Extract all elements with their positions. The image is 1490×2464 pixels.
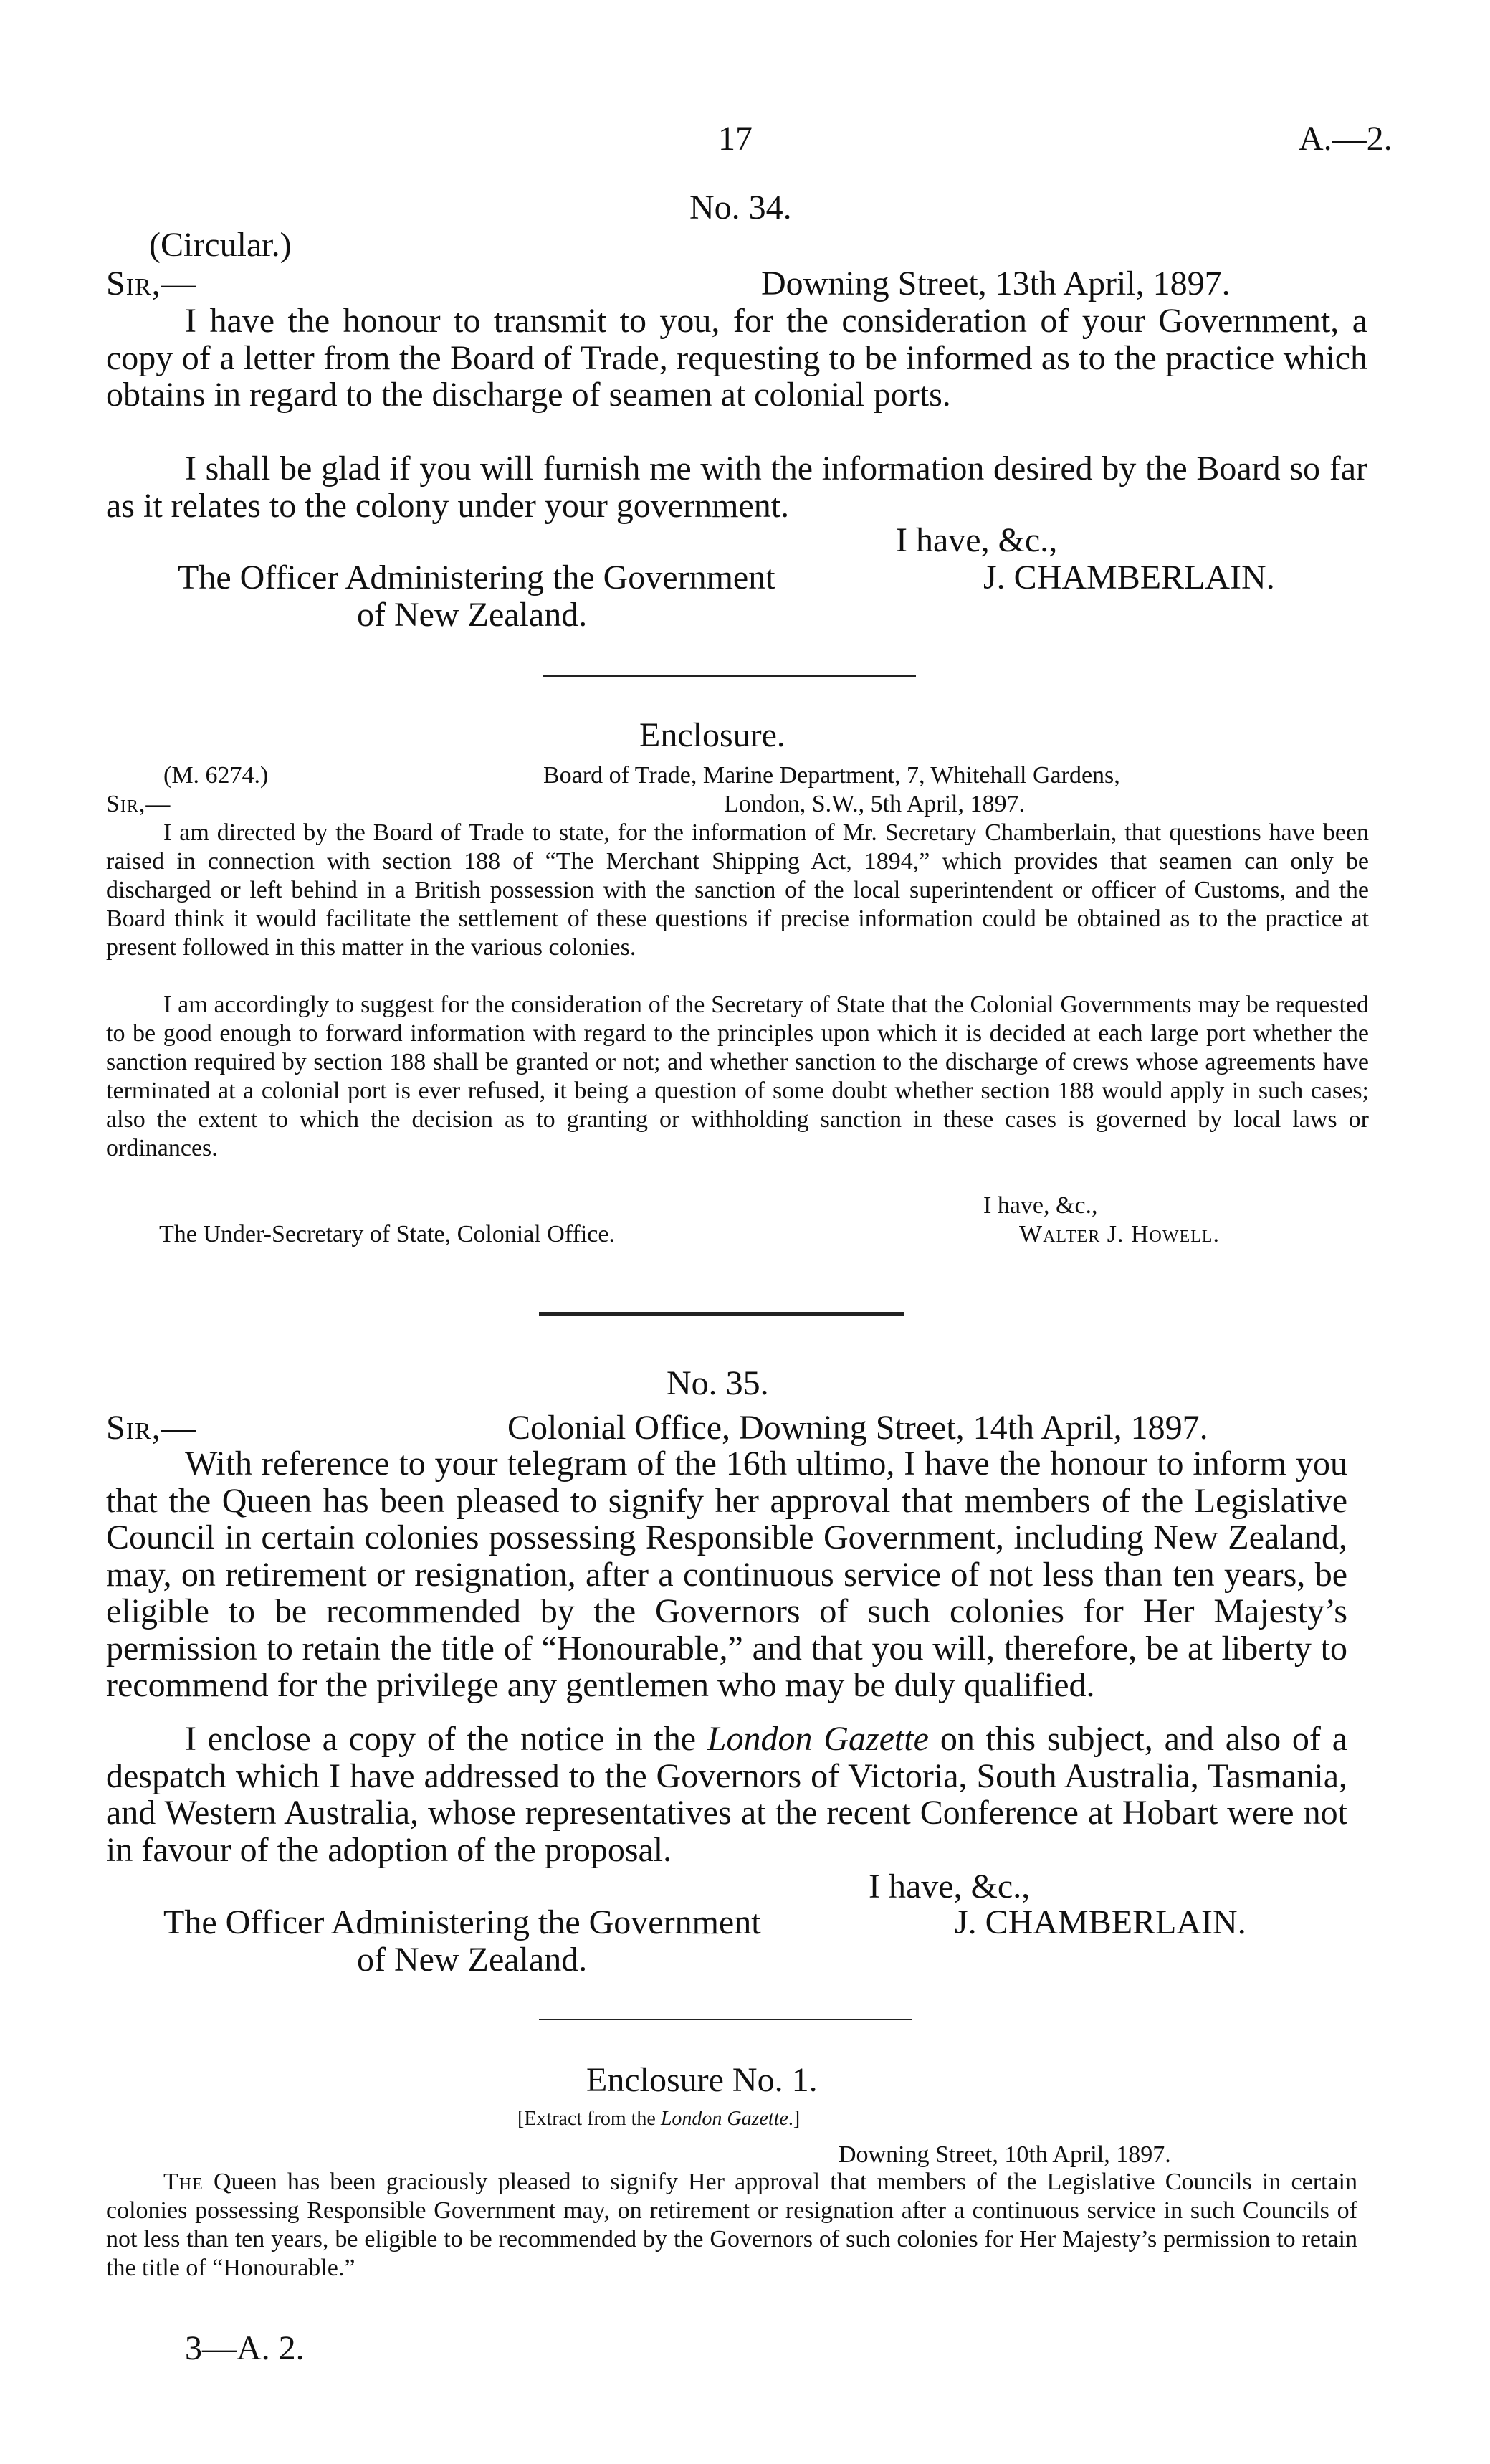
gazette-notice-lead: The	[163, 2169, 204, 2195]
paragraph-35-1: With reference to your telegram of the 16th ultimo, I have the honour to inform you that the Queen has been pleased to signify her approval that members of the Legislative Council in certain colonies possessing Responsible Government, including New Zealand, may, on retirement or resignation, after a continuous service of not less than ten years, be eligible to be recommended by the Governors of such colonies for Her Majesty’s permission to retain the title of “Honourable,” and that you will, therefore, be at liberty to recommend for the privilege any gentlemen who may be duly qualified.	[106, 1445, 1347, 1704]
dateline-34: Downing Street, 13th April, 1897.	[761, 265, 1231, 303]
enclosure-34-reference: (M. 6274.)	[163, 762, 269, 789]
enclosure-34-address-line2: London, S.W., 5th April, 1897.	[724, 791, 1025, 817]
divider-thick	[539, 1312, 904, 1316]
series-reference: A.—2.	[1299, 120, 1393, 158]
paragraph-34-2: I shall be glad if you will furnish me with the information desired by the Board so far as it relates to the colony under your government.	[106, 449, 1367, 525]
enclosure-34-paragraph-2: I am accordingly to suggest for the consideration of the Secretary of State that the Colonial Governments may be requested to be good enough to forward information with regard to the principles upon which it is decided at each large port whether the sanction required by section 188 shall be granted or not; and whether sanction to the discharge of crews whose agreements have terminated at a colonial port is ever refused, it being a question of some doubt whether section 188 would apply in such cases; also the extent to which the decision as to granting or withholding sanction in these cases is governed by local laws or ordinances.	[106, 991, 1369, 1161]
page-number: 17	[718, 120, 753, 158]
extract-note-gazette: London Gazette	[660, 2108, 788, 2130]
addressee-34-line2: of New Zealand.	[357, 596, 588, 634]
closing-35: I have, &c.,	[869, 1868, 1031, 1906]
divider-thin	[543, 675, 916, 677]
signature-mark: 3—A. 2.	[185, 2329, 305, 2367]
addressee-35-line1: The Officer Administering the Government	[163, 1903, 761, 1941]
enclosure-34-address-line1: Board of Trade, Marine Department, 7, Whitehall Gardens,	[543, 762, 1120, 789]
closing-34: I have, &c.,	[896, 521, 1058, 559]
divider-thin-2	[539, 2019, 912, 2020]
enclosure-35-dateline: Downing Street, 10th April, 1897.	[839, 2141, 1171, 2168]
enclosure-34-closing: I have, &c.,	[983, 1192, 1098, 1219]
signature-35: J. CHAMBERLAIN.	[955, 1903, 1246, 1941]
document-number-34: No. 34.	[689, 189, 792, 227]
paragraph-34-1: I have the honour to transmit to you, for the consideration of your Government, a copy of a letter from the Board of Trade, requesting to be informed as to the practice which obtains in regard to the discharge of seamen at colonial ports.	[106, 302, 1367, 414]
paragraph-35-2-text-a: I enclose a copy of the notice in the	[185, 1720, 707, 1758]
extract-note-text-a: [Extract from the	[517, 2108, 661, 2130]
enclosure-35-title: Enclosure No. 1.	[586, 2061, 818, 2099]
enclosure-34-paragraph-1: I am directed by the Board of Trade to state, for the information of Mr. Secretary Chamberlain, that questions have been raised in connection with section 188 of “The Merchant Shipping Act, 1894,” which provides that seamen can only be discharged or left behind in a British possession with the sanction of the local superintendent or officer of Customs, and the Board think it would facilitate the settlement of these questions if precise information could be obtained as to the practice at present followed in this matter in the various colonies.	[106, 819, 1369, 961]
addressee-34-line1: The Officer Administering the Government	[178, 558, 775, 596]
gazette-extract-note	[517, 2105, 800, 2133]
salutation-34: Sir,—	[106, 265, 196, 303]
paragraph-35-2-text-b: on this subject, and also of a despatch which I have addressed to the Governors of Victoria, South Australia, Tasmania, and Western Australia, whose representatives at the recent Conference at Hobart were not in favour of the adoption of the proposal.	[106, 1720, 1348, 1869]
enclosure-34-salutation: Sir,—	[106, 791, 171, 817]
gazette-notice-body: Queen has been graciously pleased to signify Her approval that members of the Legislative Councils in certain colonies possessing Responsible Government may, on retirement or resignation after a continuous service in such Councils of not less than ten years, be eligible to be recommended by the Governors of such colonies for Her Majesty’s permission to retain the title of “Honourable.”	[106, 2169, 1357, 2281]
dateline-35: Colonial Office, Downing Street, 14th April, 1897.	[507, 1409, 1208, 1447]
circular-label: (Circular.)	[149, 226, 292, 264]
gazette-notice-paragraph	[106, 2168, 1357, 2283]
addressee-35-line2: of New Zealand.	[357, 1941, 588, 1979]
signature-34: J. CHAMBERLAIN.	[983, 558, 1275, 596]
salutation-35: Sir,—	[106, 1409, 196, 1447]
enclosure-34-title: Enclosure.	[639, 716, 785, 754]
paragraph-35-2	[106, 1721, 1347, 1868]
enclosure-34-addressee: The Under-Secretary of State, Colonial Office.	[159, 1221, 615, 1247]
london-gazette-reference: London Gazette	[707, 1720, 929, 1758]
enclosure-34-signature: Walter J. Howell.	[1019, 1221, 1220, 1247]
document-number-35: No. 35.	[667, 1364, 769, 1402]
extract-note-text-b: .]	[788, 2108, 801, 2130]
